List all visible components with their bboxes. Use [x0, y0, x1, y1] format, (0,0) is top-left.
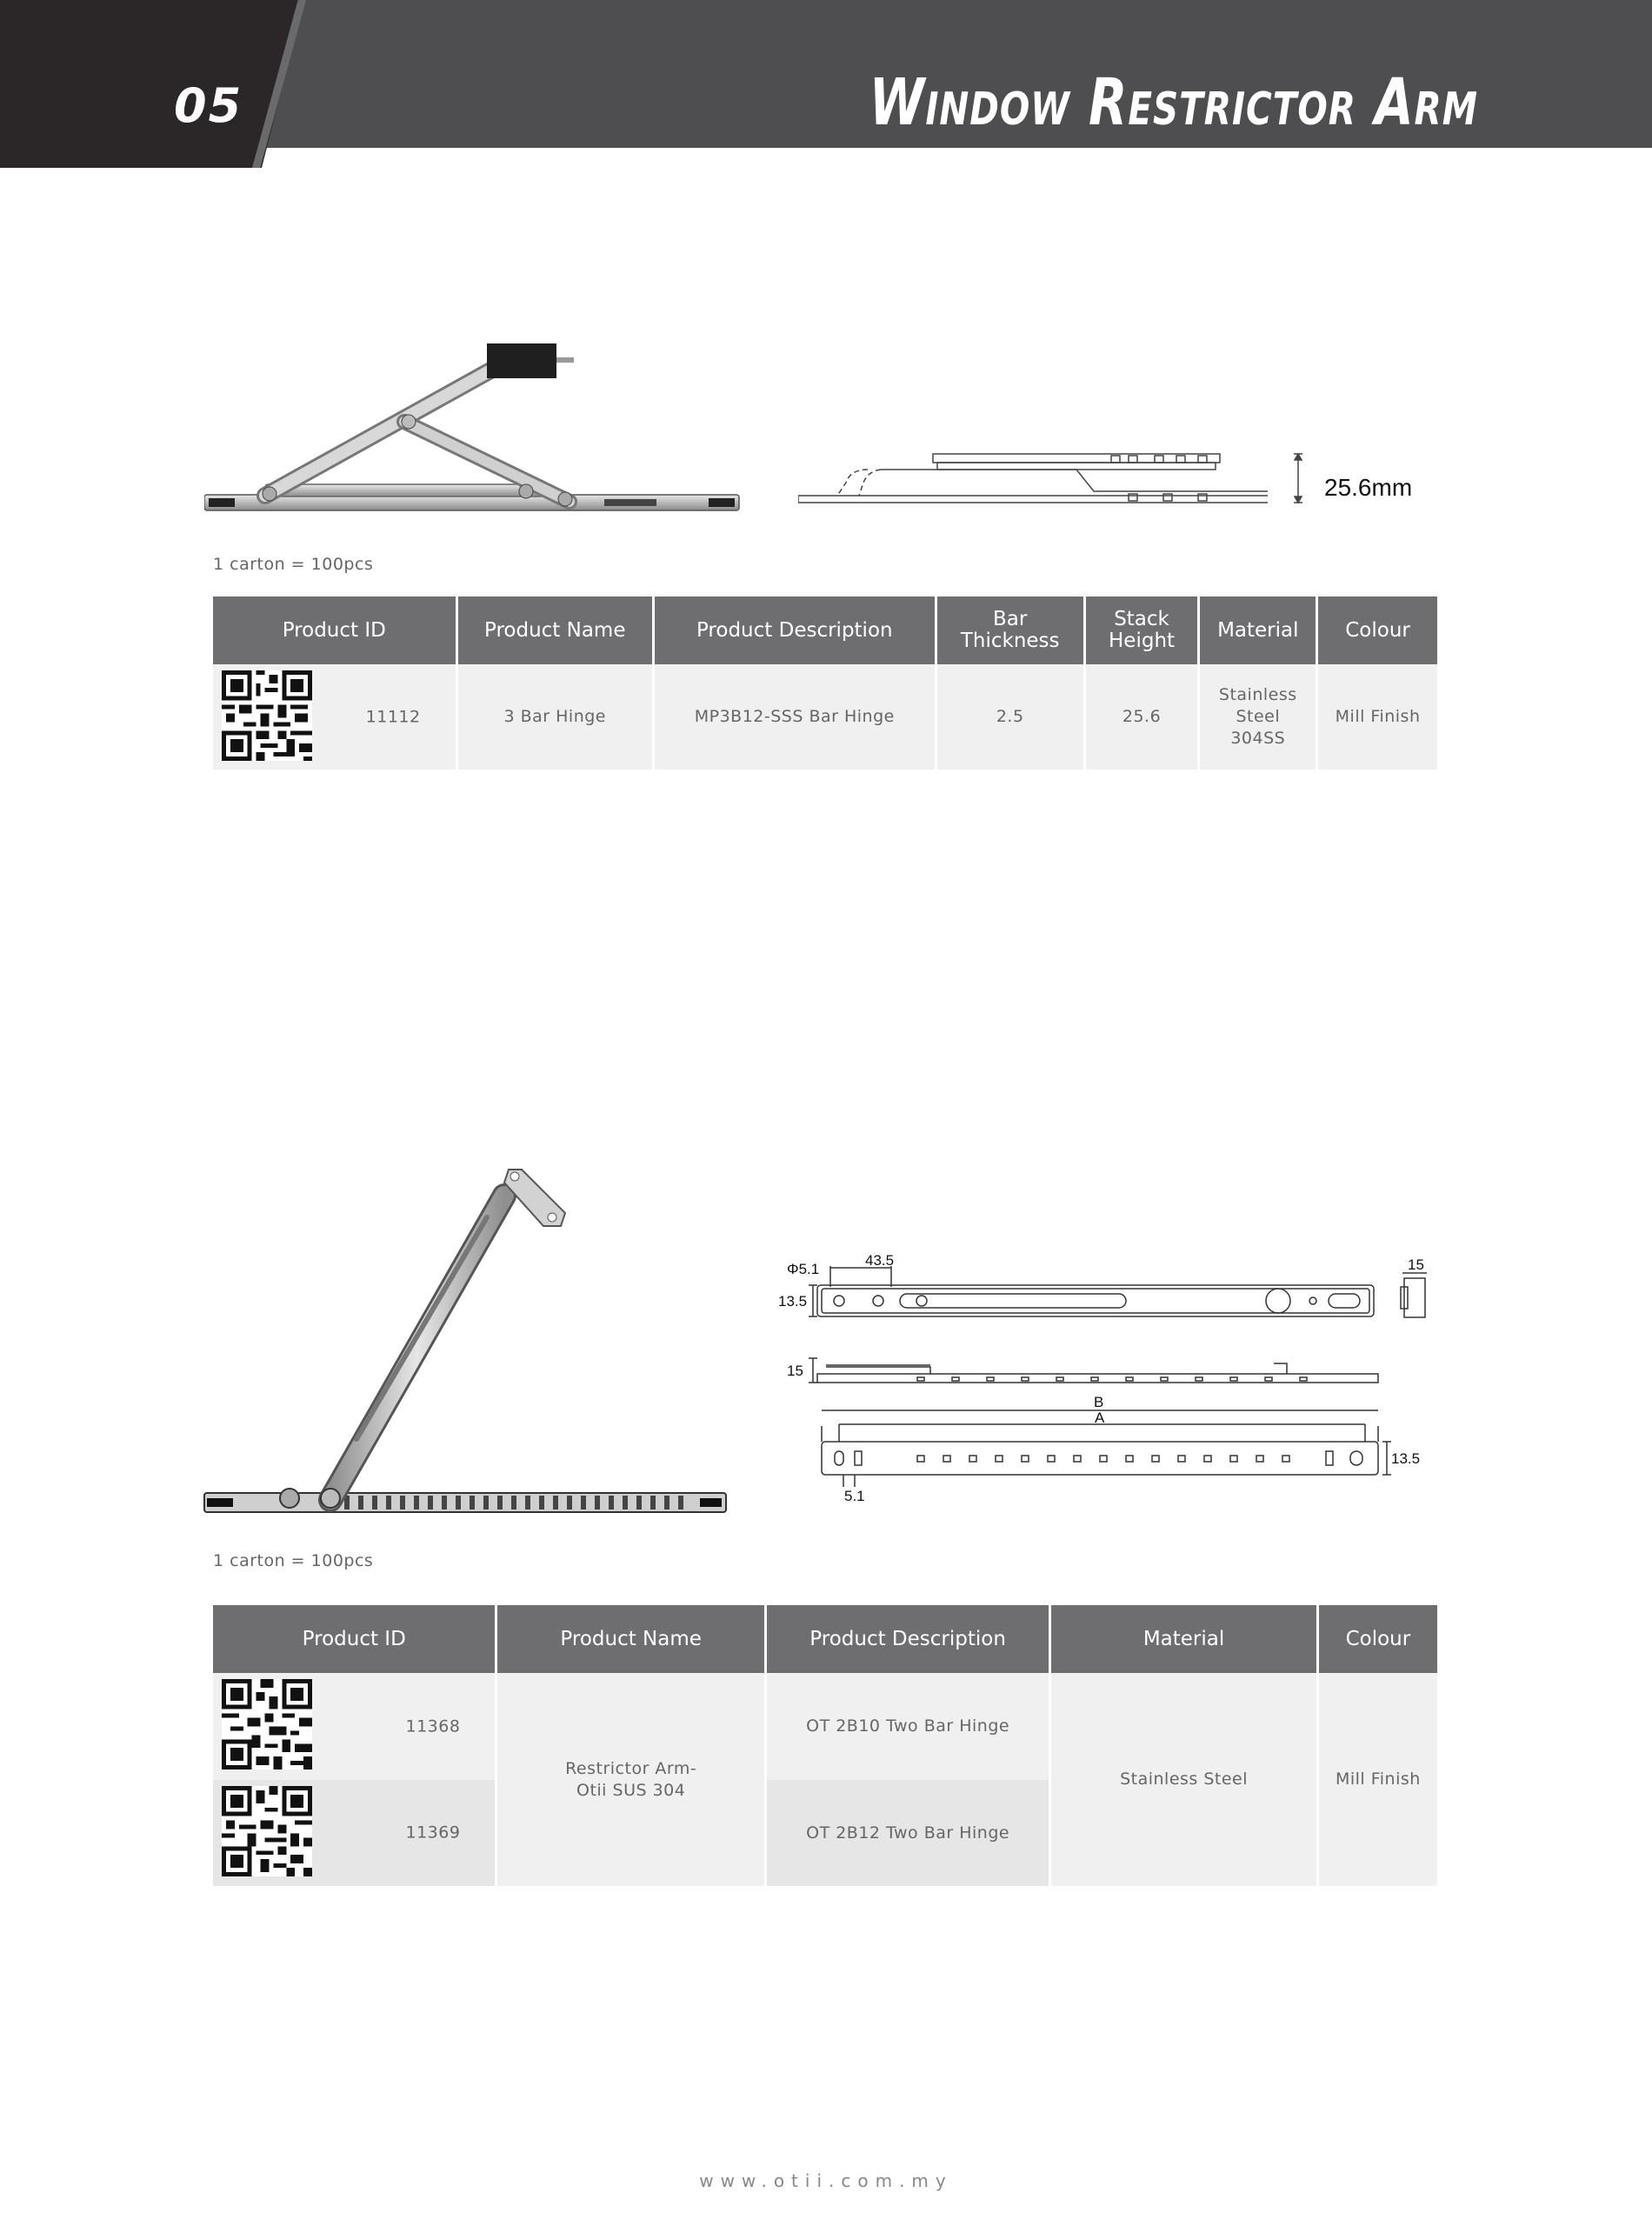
material: Stainless Steel [1051, 1673, 1316, 1886]
table-row [213, 664, 1437, 770]
product-name-text: Restrictor Arm-Otii SUS 304 [565, 1758, 697, 1800]
table-header-row [213, 596, 1437, 664]
product-id: 11369 [405, 1823, 461, 1843]
stack-height: 25.6 [1086, 664, 1198, 770]
dim-b: B [1094, 1394, 1104, 1410]
product-description: MP3B12-SSS Bar Hinge [655, 664, 935, 770]
col-bar-thickness: Bar Thickness [937, 596, 1083, 664]
product-name: 3 Bar Hinge [458, 664, 652, 770]
product-id-cell [213, 1673, 495, 1780]
dim-15-side: 15 [787, 1363, 803, 1379]
table-header-row [213, 1605, 1437, 1673]
dim-a: A [1095, 1410, 1105, 1426]
col-product-name: Product Name [497, 1605, 763, 1673]
stack-height-dimension: 25.6mm [1324, 474, 1413, 501]
col-product-id: Product ID [213, 596, 456, 664]
product-description: OT 2B12 Two Bar Hinge [767, 1780, 1049, 1886]
qr-code-icon[interactable] [222, 670, 312, 761]
dim-13-5-top: 13.5 [778, 1293, 808, 1310]
col-product-description: Product Description [655, 596, 935, 664]
header-corner-block [0, 0, 304, 168]
col-colour: Colour [1319, 1605, 1437, 1673]
col-stack-height: Stack Height [1086, 596, 1198, 664]
page-number: 05 [174, 78, 243, 133]
dim-43-5: 43.5 [865, 1252, 895, 1269]
colour: Mill Finish [1318, 664, 1437, 770]
product-id-cell [213, 1780, 495, 1886]
dim-phi: Φ5.1 [787, 1261, 820, 1277]
product-id-cell [213, 664, 456, 770]
spec-table-2 [210, 1605, 1440, 1886]
product-name [497, 1673, 763, 1886]
col-product-name: Product Name [458, 596, 652, 664]
bar-thickness: 2.5 [937, 664, 1083, 770]
qr-code-icon[interactable] [222, 1679, 312, 1769]
col-material: Material [1200, 596, 1316, 664]
col-material: Material [1051, 1605, 1316, 1673]
material: Stainless Steel 304SS [1200, 664, 1316, 770]
dim-5-1: 5.1 [844, 1488, 865, 1504]
restrictor-arm-drawing [778, 1252, 1439, 1513]
carton-note-2: 1 carton = 100pcs [213, 1551, 374, 1570]
page-title: Window Restrictor Arm [869, 66, 1478, 141]
product-id: 11112 [365, 707, 421, 726]
col-colour: Colour [1318, 596, 1437, 664]
carton-note-1: 1 carton = 100pcs [213, 555, 374, 574]
table-row [213, 1673, 1437, 1780]
spec-table-1 [210, 596, 1440, 770]
product-id: 11368 [405, 1716, 461, 1736]
col-product-description: Product Description [767, 1605, 1049, 1673]
restrictor-arm-photo [200, 1161, 739, 1526]
three-bar-hinge-photo [204, 335, 743, 526]
dim-15-end: 15 [1408, 1256, 1424, 1273]
dim-13-5-bottom: 13.5 [1391, 1450, 1421, 1467]
product-description: OT 2B10 Two Bar Hinge [767, 1673, 1049, 1780]
colour: Mill Finish [1319, 1673, 1437, 1886]
col-product-id: Product ID [213, 1605, 495, 1673]
website-url[interactable]: www.otii.com.my [699, 2170, 953, 2191]
qr-code-icon[interactable] [222, 1786, 312, 1876]
